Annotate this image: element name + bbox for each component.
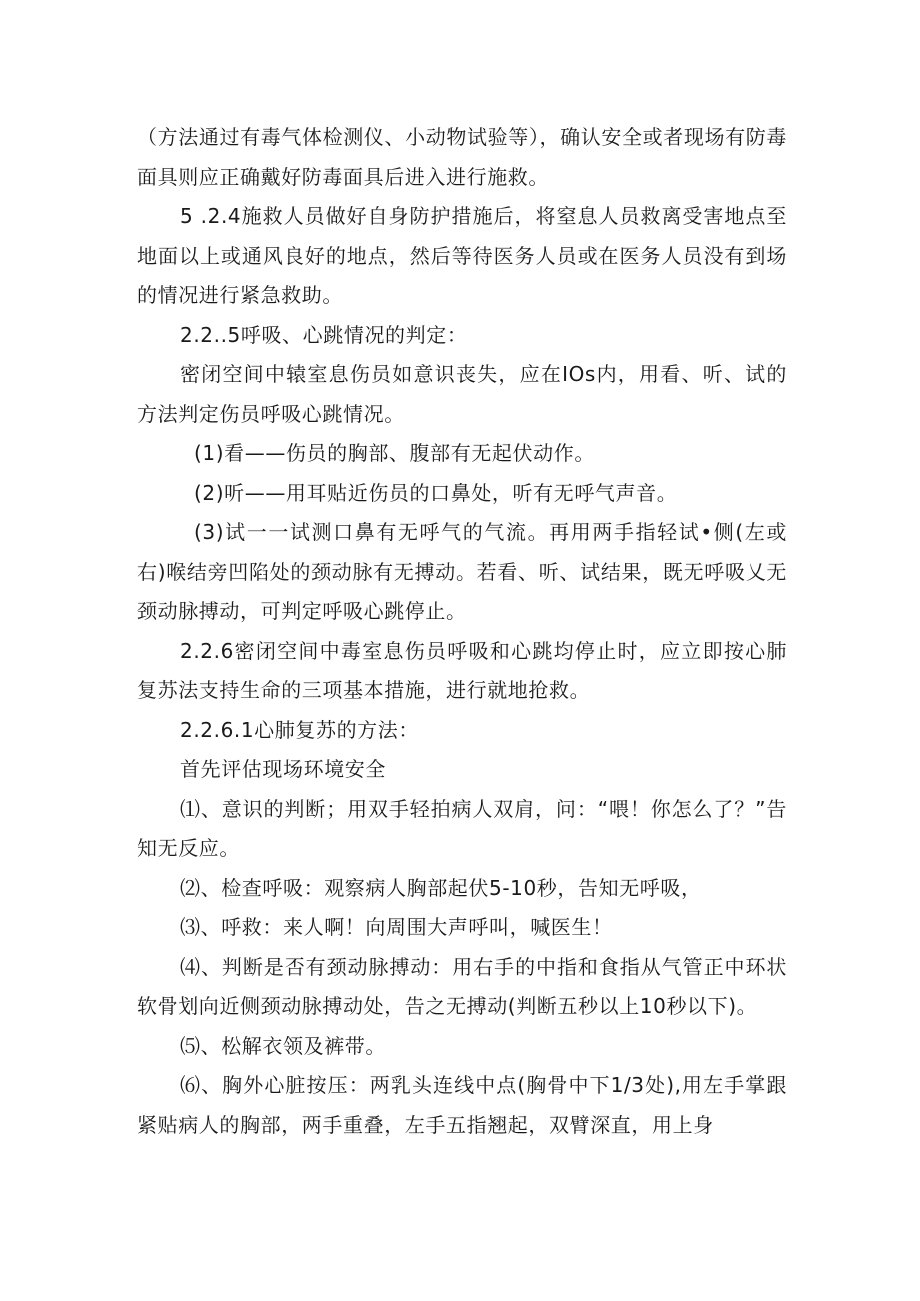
paragraph-step-5: ⑸、松解衣领及裤带。 xyxy=(180,1033,386,1058)
paragraph-step-4: ⑷、判断是否有颈动脉搏动：用右手的中指和食指从气管正中环状软骨划向近侧颈动脉搏动处，告之无搏动(判断五秒以上10秒以下)。 xyxy=(137,954,787,1018)
paragraph-assess-environment: 首先评估现场环境安全 xyxy=(180,757,386,781)
paragraph-safety-confirmation: （方法通过有毒气体检测仪、小动物试验等），确认安全或者现场有防毒面具则应正确戴好防毒面具后进入进行施救。 xyxy=(137,125,787,189)
paragraph-step-1: ⑴、意识的判断；用双手轻拍病人双肩，问：“喂！你怎么了？”告知无反应。 xyxy=(137,796,787,860)
paragraph-step-2: ⑵、检查呼吸：观察病人胸部起伏5-10秒，告知无呼吸， xyxy=(180,875,702,900)
paragraph-2-2-5-heading: 2.2..5呼吸、心跳情况的判定： xyxy=(180,322,468,347)
paragraph-consciousness-loss: 密闭空间中辕室息伤员如意识丧失，应在IOs内，用看、听、试的方法判定伤员呼吸心跳情况。 xyxy=(137,362,787,426)
paragraph-listen: (2)听——用耳贴近伤员的口鼻处，听有无呼气声音。 xyxy=(194,480,678,505)
paragraph-2-2-6-1-heading: 2.2.6.1心肺复苏的方法： xyxy=(180,717,419,742)
paragraph-5-2-4: 5 .2.4施救人员做好自身防护措施后，将窒息人员救离受害地点至地面以上或通风良好的地点，然后等待医务人员或在医务人员没有到场的情况进行紧急救助。 xyxy=(137,204,787,307)
paragraph-step-3: ⑶、呼救：来人啊！向周围大声呼叫，喊医生！ xyxy=(180,915,613,939)
paragraph-step-6: ⑹、胸外心脏按压：两乳头连线中点(胸骨中下1/3处),用左手掌跟紧贴病人的胸部，两手重叠，左手五指翘起，双臂深直，用上身 xyxy=(137,1073,787,1137)
document-body xyxy=(137,118,787,1145)
paragraph-test: (3)试一一试测口鼻有无呼气的气流。再用两手指轻试•侧(左或右)喉结旁凹陷处的颈动脉有无搏动。若看、听、试结果，既无呼吸乂无颈动脉搏动，可判定呼吸心跳停止。 xyxy=(137,520,787,623)
paragraph-look: (1)看——伤员的胸部、腹部有无起伏动作。 xyxy=(194,441,595,465)
paragraph-2-2-6: 2.2.6密闭空间中毒室息伤员呼吸和心跳均停止时，应立即按心肺复苏法支持生命的三项基本措施，进行就地抢救。 xyxy=(137,638,787,702)
